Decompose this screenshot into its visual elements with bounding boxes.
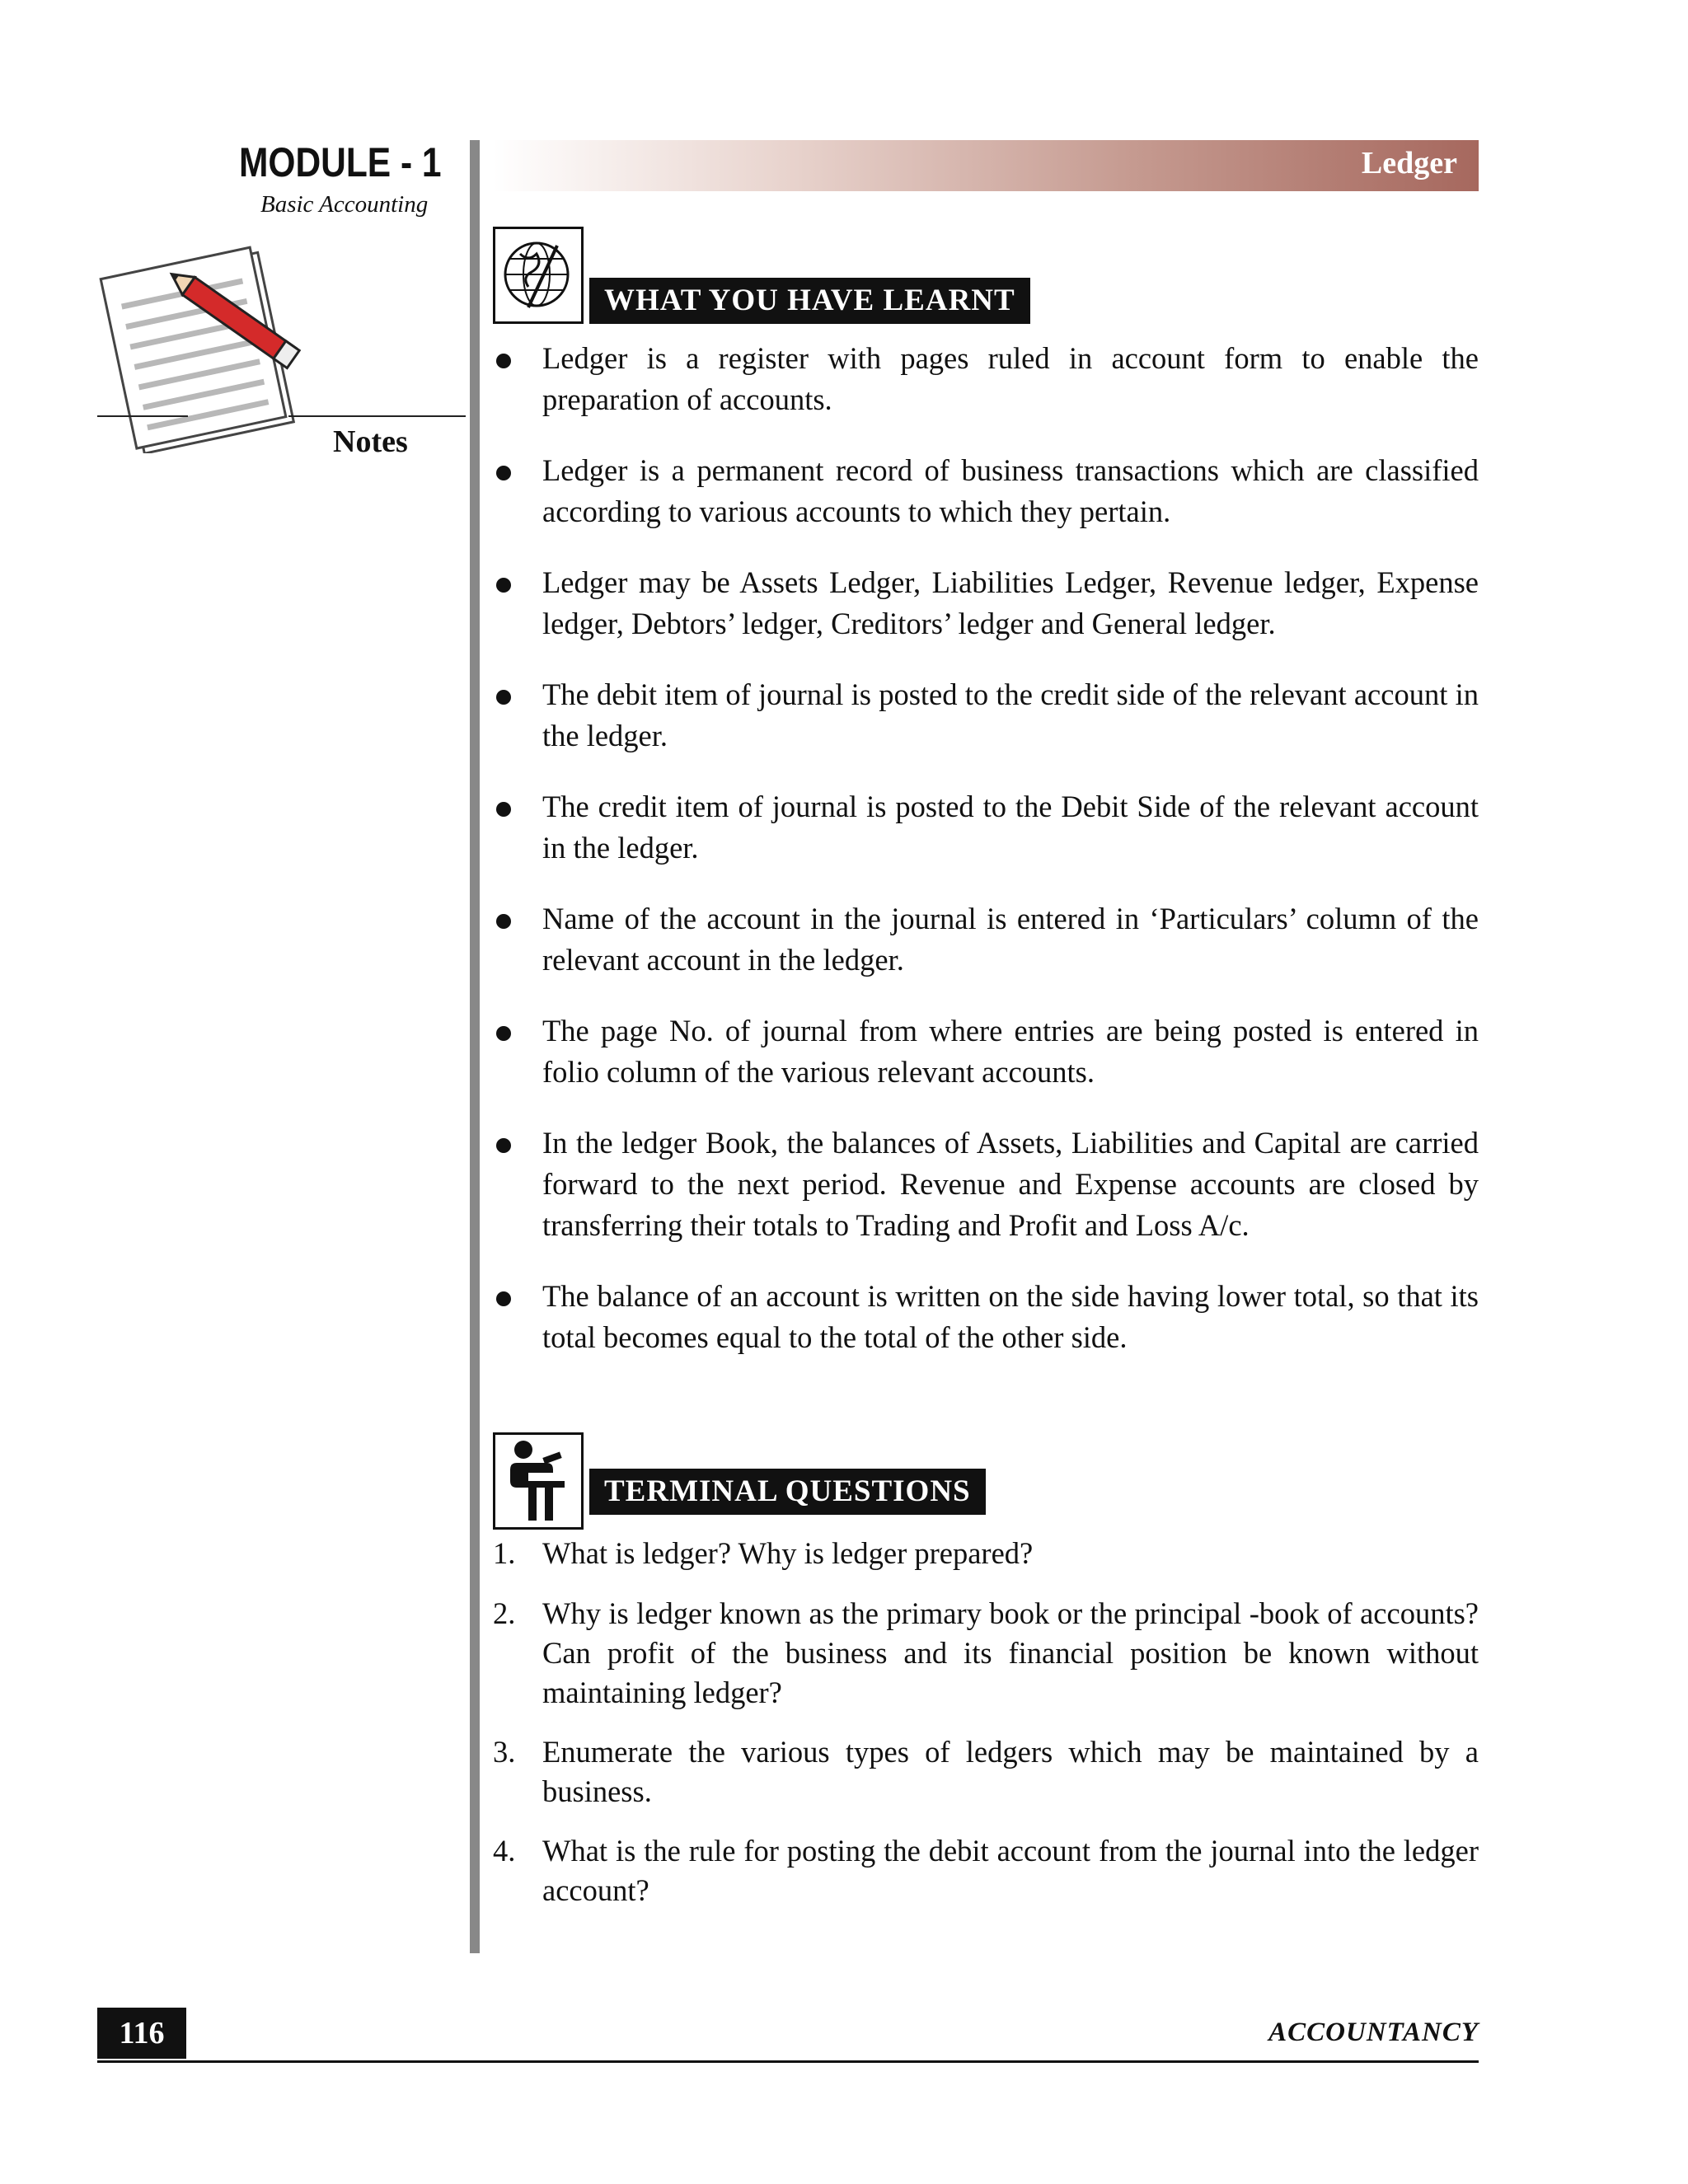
notes-divider-left: [97, 415, 188, 417]
question-text: What is the rule for posting the debit account from the journal into the ledger account?: [542, 1834, 1479, 1907]
module-subtitle: Basic Accounting: [260, 191, 429, 218]
question-number: 2.: [493, 1596, 516, 1630]
question-item: [493, 1594, 1479, 1713]
terminal-questions: [493, 1533, 1479, 1910]
learnt-item: The balance of an account is written on the side having lower total, so that its total becomes equal to the total of the other side.: [493, 1276, 1479, 1358]
learnt-item: Name of the account in the journal is entered in ‘Particulars’ column of the relevant account in the ledger.: [493, 898, 1479, 981]
question-item: [493, 1732, 1479, 1811]
learnt-item: Ledger is a register with pages ruled in account form to enable the preparation of accounts.: [493, 338, 1479, 420]
learnt-item: The credit item of journal is posted to the Debit Side of the relevant account in the ledger.: [493, 786, 1479, 869]
learnt-item: Ledger is a permanent record of business transactions which are classified according to various accounts to which they pertain.: [493, 450, 1479, 532]
footer-rule: [97, 2060, 1479, 2063]
question-text: What is ledger? Why is ledger prepared?: [542, 1536, 1034, 1570]
notepad-pencil-icon: [97, 223, 328, 453]
question-text: Why is ledger known as the primary book or the principal -book of accounts? Can profit of the business and its financial position be known without maintaining ledger?: [542, 1596, 1479, 1709]
footer-subject: ACCOUNTANCY: [1268, 2018, 1479, 2047]
learnt-item: In the ledger Book, the balances of Assets, Liabilities and Capital are carried forward to the next period. Revenue and Expense accounts are closed by transferring their totals to Trading and Profit and Loss A/c.: [493, 1122, 1479, 1246]
notes-label: Notes: [333, 424, 408, 459]
globe-icon: [493, 227, 584, 324]
learnt-heading: WHAT YOU HAVE LEARNT: [589, 278, 1030, 324]
learnt-item: The page No. of journal from where entries are being posted is entered in folio column of the various relevant accounts.: [493, 1010, 1479, 1093]
learnt-list: [493, 338, 1479, 1358]
person-at-desk-icon: [493, 1432, 584, 1530]
question-item: [493, 1533, 1479, 1574]
learnt-item: Ledger may be Assets Ledger, Liabilities Ledger, Revenue ledger, Expense ledger, Debtors’ ledger, Creditors’ ledger and General ledger.: [493, 562, 1479, 644]
notes-divider-right: [288, 415, 466, 417]
margin-rule: [470, 140, 480, 1953]
page-number: 116: [97, 2008, 186, 2059]
question-item: [493, 1831, 1479, 1910]
chapter-title: Ledger: [1361, 146, 1457, 180]
question-number: 4.: [493, 1834, 516, 1868]
question-text: Enumerate the various types of ledgers which may be maintained by a business.: [542, 1735, 1479, 1808]
question-number: 1.: [493, 1536, 516, 1570]
chapter-header: [493, 140, 1479, 191]
module-title: MODULE - 1: [239, 139, 442, 185]
terminal-heading: TERMINAL QUESTIONS: [589, 1469, 986, 1515]
question-number: 3.: [493, 1735, 516, 1769]
learnt-item: The debit item of journal is posted to the credit side of the relevant account in the ledger.: [493, 674, 1479, 757]
